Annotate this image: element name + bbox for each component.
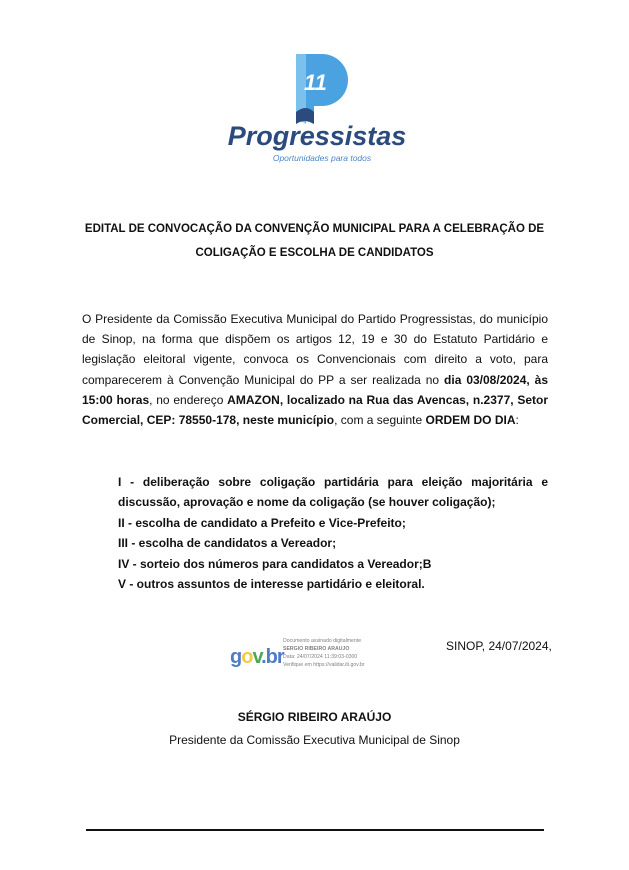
title-line-2: COLIGAÇÃO E ESCOLHA DE CANDIDATOS	[195, 247, 434, 259]
footer-divider	[86, 829, 544, 831]
place-date: SINOP, 24/07/2024,	[446, 639, 552, 653]
agenda-item: I - deliberação sobre coligação partidária para eleição majoritária e discussão, aprovação e nome da coligação (se houver coligação);	[118, 475, 548, 510]
logo-tagline: Oportunidades para todos	[272, 153, 372, 163]
agenda-item: V - outros assuntos de interesse partidário e eleitoral.	[118, 577, 425, 592]
stamp-date: Data: 24/07/2024 11:39:03-0300	[283, 654, 358, 660]
date-time: dia 03/08/2024, às 15:00 horas	[82, 372, 549, 407]
stamp-signer: SERGIO RIBEIRO ARAUJO	[283, 646, 350, 652]
text: :	[515, 413, 519, 428]
stamp-verify: Verifique em https://validar.iti.gov.br	[283, 662, 365, 668]
party-logo	[222, 48, 412, 166]
address: AMAZON, localizado na Rua das Avencas, n.2377, Setor Comercial, CEP: 78550-178, neste município	[82, 392, 549, 428]
agenda-list	[118, 472, 548, 594]
text: O Presidente da Comissão Executiva Municipal do Partido Progressistas, do município de Sinop, na forma que dispõem os artigos 12, 19 e 30 do Estatuto Partidário e legislação eleitoral vigente, convoca os Convencionais com direito a voto, para comparecerem à Convenção Municipal do PP a ser realizada no	[82, 312, 548, 387]
stamp-line: Documento assinado digitalmente	[283, 638, 362, 644]
signer-role: Presidente da Comissão Executiva Municipal de Sinop	[169, 733, 460, 747]
logo-name: Progressistas	[227, 121, 407, 151]
agenda-label: ORDEM DO DIA	[425, 413, 516, 428]
signer-name: SÉRGIO RIBEIRO ARAÚJO	[237, 710, 392, 724]
text: , com a seguinte	[334, 413, 426, 428]
agenda-item: III - escolha de candidatos a Vereador;	[118, 536, 337, 551]
agenda-item: II - escolha de candidato a Prefeito e Vice-Prefeito;	[118, 515, 406, 530]
logo-number: 11	[304, 70, 327, 95]
document-title	[60, 217, 569, 265]
text: , no endereço	[149, 392, 228, 407]
agenda-item: IV - sorteio dos números para candidatos a Vereador;B	[118, 556, 432, 571]
govbr-logo: gov.br	[230, 646, 284, 668]
digital-signature-stamp	[230, 637, 400, 677]
convocation-paragraph	[82, 309, 548, 430]
party-logo-mark	[222, 48, 412, 166]
title-line-1: EDITAL DE CONVOCAÇÃO DA CONVENÇÃO MUNICIPAL PARA A CELEBRAÇÃO DE	[84, 223, 545, 235]
